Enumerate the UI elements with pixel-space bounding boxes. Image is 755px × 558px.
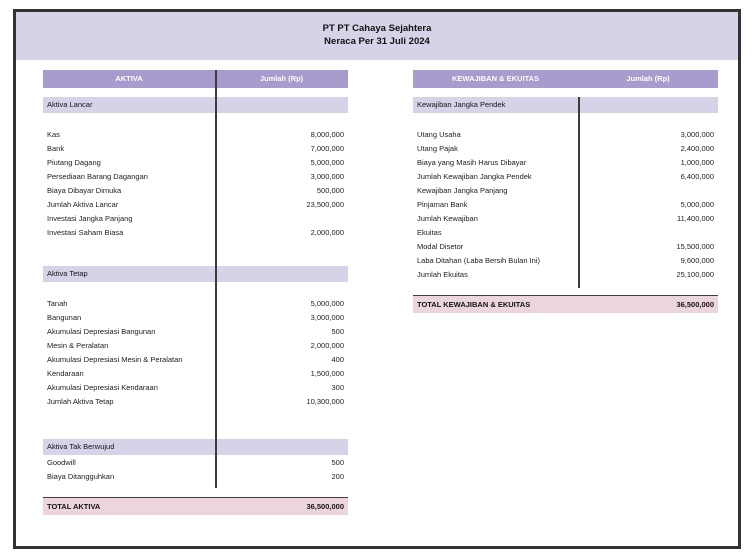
table-row xyxy=(43,324,348,338)
aktiva-column-divider-line xyxy=(215,70,217,488)
account-amount: 500 xyxy=(331,457,344,467)
aktiva-column-header: AKTIVA xyxy=(115,74,143,83)
aktiva-amount-column-header: Jumlah (Rp) xyxy=(259,74,304,83)
account-label: Laba Ditahan (Laba Bersih Bulan Ini) xyxy=(417,255,540,265)
table-row xyxy=(413,211,718,225)
account-amount: 10,300,000 xyxy=(306,396,344,406)
account-label: Kendaraan xyxy=(47,368,84,378)
table-row xyxy=(413,141,718,155)
aktiva-table xyxy=(43,70,348,515)
kewajiban-amount-column-header: Jumlah (Rp) xyxy=(626,74,670,83)
table-row xyxy=(413,239,718,253)
table-row xyxy=(43,155,348,169)
account-label: Kas xyxy=(47,129,60,139)
spacer xyxy=(413,281,718,295)
company-name: PT PT Cahaya Sejahtera xyxy=(322,23,432,34)
kewajiban-table-header xyxy=(413,70,718,88)
account-label: Jumlah Kewajiban Jangka Pendek xyxy=(417,171,532,181)
kewajiban-rows xyxy=(413,113,718,281)
account-amount: 2,000,000 xyxy=(310,340,344,350)
table-row xyxy=(43,197,348,211)
account-amount: 7,000,000 xyxy=(310,143,344,153)
account-label: Goodwill xyxy=(47,457,76,467)
table-row xyxy=(43,455,348,469)
total-kewajiban-ekuitas-label: TOTAL KEWAJIBAN & EKUITAS xyxy=(417,300,531,309)
account-label: Kewajiban Jangka Panjang xyxy=(417,185,508,195)
table-row xyxy=(413,183,718,197)
account-amount: 200 xyxy=(331,471,344,481)
total-kewajiban-ekuitas-row xyxy=(413,295,718,313)
table-row xyxy=(43,169,348,183)
table-row xyxy=(43,183,348,197)
account-label: Jumlah Aktiva Tetap xyxy=(47,396,114,406)
account-amount: 2,400,000 xyxy=(680,143,714,153)
account-amount: 11,400,000 xyxy=(677,213,714,223)
table-row xyxy=(43,141,348,155)
table-row xyxy=(43,338,348,352)
total-kewajiban-ekuitas-value: 36,500,000 xyxy=(676,300,714,309)
spacer xyxy=(43,483,348,497)
account-label: Jumlah Kewajiban xyxy=(417,213,478,223)
account-label: Akumulasi Depresiasi Bangunan xyxy=(47,326,156,336)
account-label: Persediaan Barang Dagangan xyxy=(47,171,148,181)
spacer xyxy=(43,408,348,439)
account-amount: 2,000,000 xyxy=(310,227,344,237)
total-aktiva-row xyxy=(43,497,348,515)
account-label: Investasi Saham Biasa xyxy=(47,227,124,237)
account-label: Piutang Dagang xyxy=(47,157,101,167)
account-amount: 6,400,000 xyxy=(680,171,714,181)
aktiva-tak-berwujud-rows xyxy=(43,455,348,483)
account-amount: 1,000,000 xyxy=(680,157,714,167)
account-amount: 3,000,000 xyxy=(680,129,714,139)
account-label: Investasi Jangka Panjang xyxy=(47,213,133,223)
account-label: Modal Disetor xyxy=(417,241,464,251)
account-amount: 1,500,000 xyxy=(310,368,344,378)
total-aktiva-label: TOTAL AKTIVA xyxy=(47,502,101,511)
table-row xyxy=(413,197,718,211)
account-amount: 8,000,000 xyxy=(310,129,344,139)
table-row xyxy=(43,127,348,141)
table-row xyxy=(43,225,348,239)
table-row xyxy=(413,127,718,141)
account-amount: 400 xyxy=(331,354,344,364)
account-amount: 23,500,000 xyxy=(306,199,344,209)
table-row xyxy=(43,352,348,366)
account-amount: 3,000,000 xyxy=(310,171,344,181)
account-amount: 5,000,000 xyxy=(680,199,714,209)
account-amount: 500 xyxy=(331,326,344,336)
table-row xyxy=(43,380,348,394)
table-row xyxy=(413,253,718,267)
spacer xyxy=(413,88,718,97)
table-row xyxy=(43,394,348,408)
account-label: Biaya Ditangguhkan xyxy=(47,471,115,481)
account-label: Akumulasi Depresiasi Mesin & Peralatan xyxy=(47,354,183,364)
table-row xyxy=(43,469,348,483)
total-aktiva-value: 36,500,000 xyxy=(306,502,344,511)
account-label: Utang Usaha xyxy=(417,129,461,139)
account-amount: 5,000,000 xyxy=(310,298,344,308)
spacer xyxy=(43,239,348,266)
account-label: Tanah xyxy=(47,298,68,308)
account-amount: 300 xyxy=(331,382,344,392)
table-row xyxy=(43,211,348,225)
table-row xyxy=(413,155,718,169)
table-row xyxy=(413,169,718,183)
table-row xyxy=(43,366,348,380)
account-label: Biaya yang Masih Harus Dibayar xyxy=(417,157,527,167)
account-label: Ekuitas xyxy=(417,227,442,237)
account-amount: 5,000,000 xyxy=(310,157,344,167)
table-row xyxy=(413,267,718,281)
table-row xyxy=(413,225,718,239)
account-label: Utang Pajak xyxy=(417,143,458,153)
report-title: Neraca Per 31 Juli 2024 xyxy=(324,36,430,47)
kewajiban-column-header: KEWAJIBAN & EKUITAS xyxy=(452,74,539,83)
account-label: Mesin & Peralatan xyxy=(47,340,109,350)
table-row xyxy=(43,310,348,324)
section-header-kewajiban-jangka-pendek: Kewajiban Jangka Pendek xyxy=(413,97,718,113)
kewajiban-ekuitas-table xyxy=(413,70,718,313)
aktiva-table-header xyxy=(43,70,348,88)
account-label: Bangunan xyxy=(47,312,82,322)
section-header-aktiva-tak-berwujud: Aktiva Tak Berwujud xyxy=(43,439,348,455)
account-amount: 15,500,000 xyxy=(676,241,714,251)
aktiva-tetap-rows xyxy=(43,282,348,408)
account-label: Pinjaman Bank xyxy=(417,199,468,209)
account-label: Akumulasi Depresiasi Kendaraan xyxy=(47,382,158,392)
account-label: Biaya Dibayar Dimuka xyxy=(47,185,122,195)
aktiva-lancar-rows xyxy=(43,113,348,239)
account-amount: 500,000 xyxy=(316,185,344,195)
kewajiban-column-divider-line xyxy=(578,97,580,288)
account-label: Jumlah Aktiva Lancar xyxy=(47,199,119,209)
account-label: Jumlah Ekuitas xyxy=(417,269,468,279)
table-row xyxy=(43,296,348,310)
account-amount: 9,600,000 xyxy=(680,255,714,265)
account-label: Bank xyxy=(47,143,65,153)
account-amount: 3,000,000 xyxy=(310,312,344,322)
section-header-aktiva-tetap: Aktiva Tetap xyxy=(43,266,348,282)
report-header xyxy=(16,12,738,60)
spacer xyxy=(43,88,348,97)
section-header-aktiva-lancar: Aktiva Lancar xyxy=(43,97,348,113)
account-amount: 25,100,000 xyxy=(676,269,714,279)
